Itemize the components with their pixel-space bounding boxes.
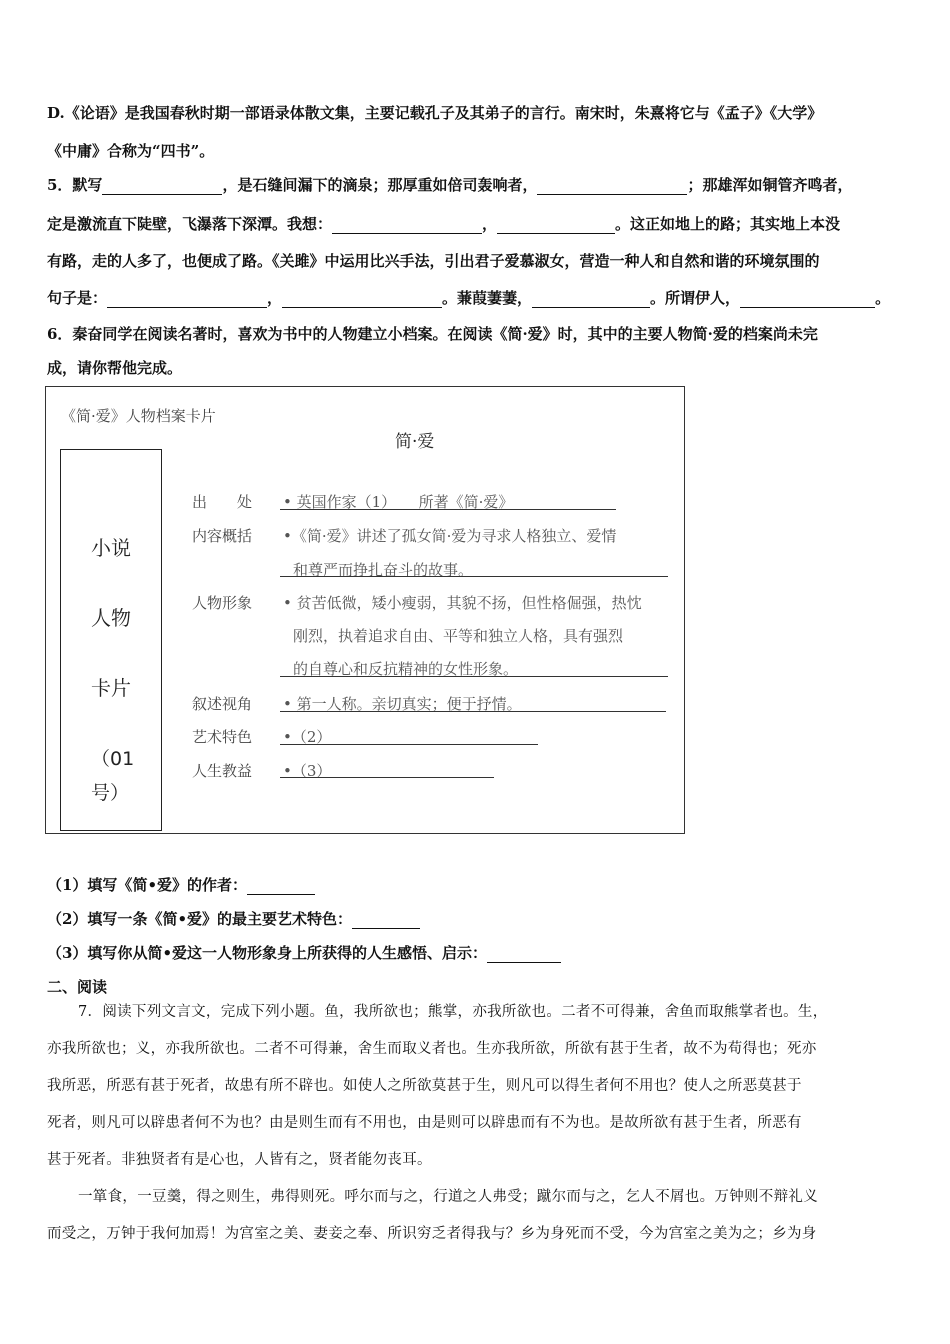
field-value-image: • 贫苦低微，矮小瘦弱，其貌不扬，但性格倔强，热忱	[283, 594, 642, 612]
left-box-line: （01	[91, 748, 135, 770]
underline	[280, 676, 668, 677]
q7-para1-line1: 7．阅读下列文言文，完成下列小题。鱼，我所欲也；熊掌，亦我所欲也。二者不可得兼，舍鱼而取熊掌者也。生，	[78, 1004, 828, 1020]
q7-para1-line2: 亦我所欲也；义，亦我所欲也。二者不可得兼，舍生而取义者也。生亦我所欲，所欲有甚于生者，故不为苟得也；死亦	[47, 1041, 817, 1057]
field-value-image-3: 的自尊心和反抗精神的女性形象。	[293, 660, 519, 678]
answer-blank[interactable]	[247, 878, 315, 896]
field-label-perspective: 叙述视角	[192, 695, 253, 713]
underline[interactable]	[280, 744, 538, 745]
q7-para1-line4: 死者，则凡可以辟患者何不为也？由是则生而有不用也，由是则可以辟患而有不为也。是故所欲有甚于生者，所恶有	[47, 1115, 802, 1131]
underline	[280, 576, 668, 577]
subq-2: （2）填写一条《简•爱》的最主要艺术特色：	[47, 908, 420, 929]
field-label-lesson: 人生教益	[192, 762, 253, 780]
q7-para1-line5: 甚于死者。非独贤者有是心也，人皆有之，贤者能勿丧耳。	[47, 1152, 432, 1168]
left-box-line: 小说	[91, 536, 131, 560]
q6-line1: 6．秦奋同学在阅读名著时，喜欢为书中的人物建立小档案。在阅读《简·爱》时，其中的主要人物简·爱的档案尚未完	[47, 325, 818, 343]
answer-blank[interactable]	[532, 291, 650, 309]
q5-line4: 句子是： ， 。蒹葭萋萋， 。所谓伊人， 。	[47, 289, 891, 307]
character-card	[45, 386, 685, 834]
card-title: 《简·爱》人物档案卡片	[61, 407, 216, 425]
section-heading: 二、阅读	[47, 978, 108, 996]
field-value-lesson: •（3）	[283, 762, 332, 780]
field-label-summary: 内容概括	[192, 527, 253, 545]
q5-line3: 有路，走的人多了，也便成了路。《关雎》中运用比兴手法，引出君子爱慕淑女，营造一种人和自然和谐的环境氛围的	[47, 252, 820, 270]
answer-blank[interactable]	[740, 291, 875, 309]
q6-line2: 成，请你帮他完成。	[47, 359, 183, 377]
field-value-summary: •《简·爱》讲述了孤女简·爱为寻求人格独立、爱情	[283, 527, 617, 545]
answer-blank[interactable]	[102, 178, 222, 196]
left-box-line: 号）	[91, 782, 130, 804]
card-left-box	[60, 449, 162, 831]
field-value-art: •（2）	[283, 728, 332, 746]
underline[interactable]	[280, 777, 494, 778]
q7-para1-line3: 我所恶，所恶有甚于死者，故患有所不辟也。如使人之所欲莫甚于生，则凡可以得生者何不用也？使人之所恶莫甚于	[47, 1078, 802, 1094]
q5-line1: 5．默写 ，是石缝间漏下的滴泉；那厚重如倍司轰响者， ；那雄浑如铜管齐鸣者，	[47, 176, 853, 194]
underline	[280, 711, 666, 712]
answer-blank[interactable]	[497, 217, 615, 235]
answer-blank[interactable]	[487, 946, 561, 964]
answer-blank[interactable]	[352, 912, 420, 930]
subq-3: （3）填写你从简•爱这一人物形象身上所获得的人生感悟、启示：	[47, 942, 561, 963]
field-value-image-2: 刚烈，执着追求自由、平等和独立人格，具有强烈	[293, 627, 624, 645]
answer-blank[interactable]	[332, 217, 482, 235]
field-value-source: • 英国作家（1） 所著《简·爱》	[283, 493, 514, 511]
subq-1: （1）填写《简•爱》的作者：	[47, 874, 315, 895]
card-character-name: 简·爱	[395, 432, 435, 452]
field-value-perspective: • 第一人称。亲切真实；便于抒情。	[283, 695, 522, 713]
field-label-image: 人物形象	[192, 594, 253, 612]
answer-blank[interactable]	[537, 178, 687, 196]
q7-para2-line2: 而受之，万钟于我何加焉！为宫室之美、妻妾之奉、所识穷乏者得我与？乡为身死而不受，今为宫室之美为之；乡为身	[47, 1226, 817, 1242]
answer-blank[interactable]	[107, 291, 267, 309]
field-label-art: 艺术特色	[192, 728, 253, 746]
left-box-line: 人物	[91, 606, 131, 630]
q5-line2: 定是激流直下陡壁，飞瀑落下深潭。我想： ， 。这正如地上的路；其实地上本没	[47, 215, 841, 233]
option-d-line2: 《中庸》合称为“四书”。	[47, 142, 215, 160]
field-value-summary-2: 和尊严而挣扎奋斗的故事。	[293, 561, 474, 579]
answer-blank[interactable]	[282, 291, 442, 309]
left-box-line: 卡片	[91, 676, 131, 700]
option-d-line1: D.《论语》是我国春秋时期一部语录体散文集，主要记载孔子及其弟子的言行。南宋时，朱熹将它与《孟子》《大学》	[47, 104, 823, 122]
underline	[280, 509, 616, 510]
q7-para2-line1: 一箪食，一豆羹，得之则生，弗得则死。呼尔而与之，行道之人弗受；蹴尔而与之，乞人不屑也。万钟则不辩礼义	[78, 1189, 818, 1205]
field-label-source: 出 处	[192, 493, 253, 511]
